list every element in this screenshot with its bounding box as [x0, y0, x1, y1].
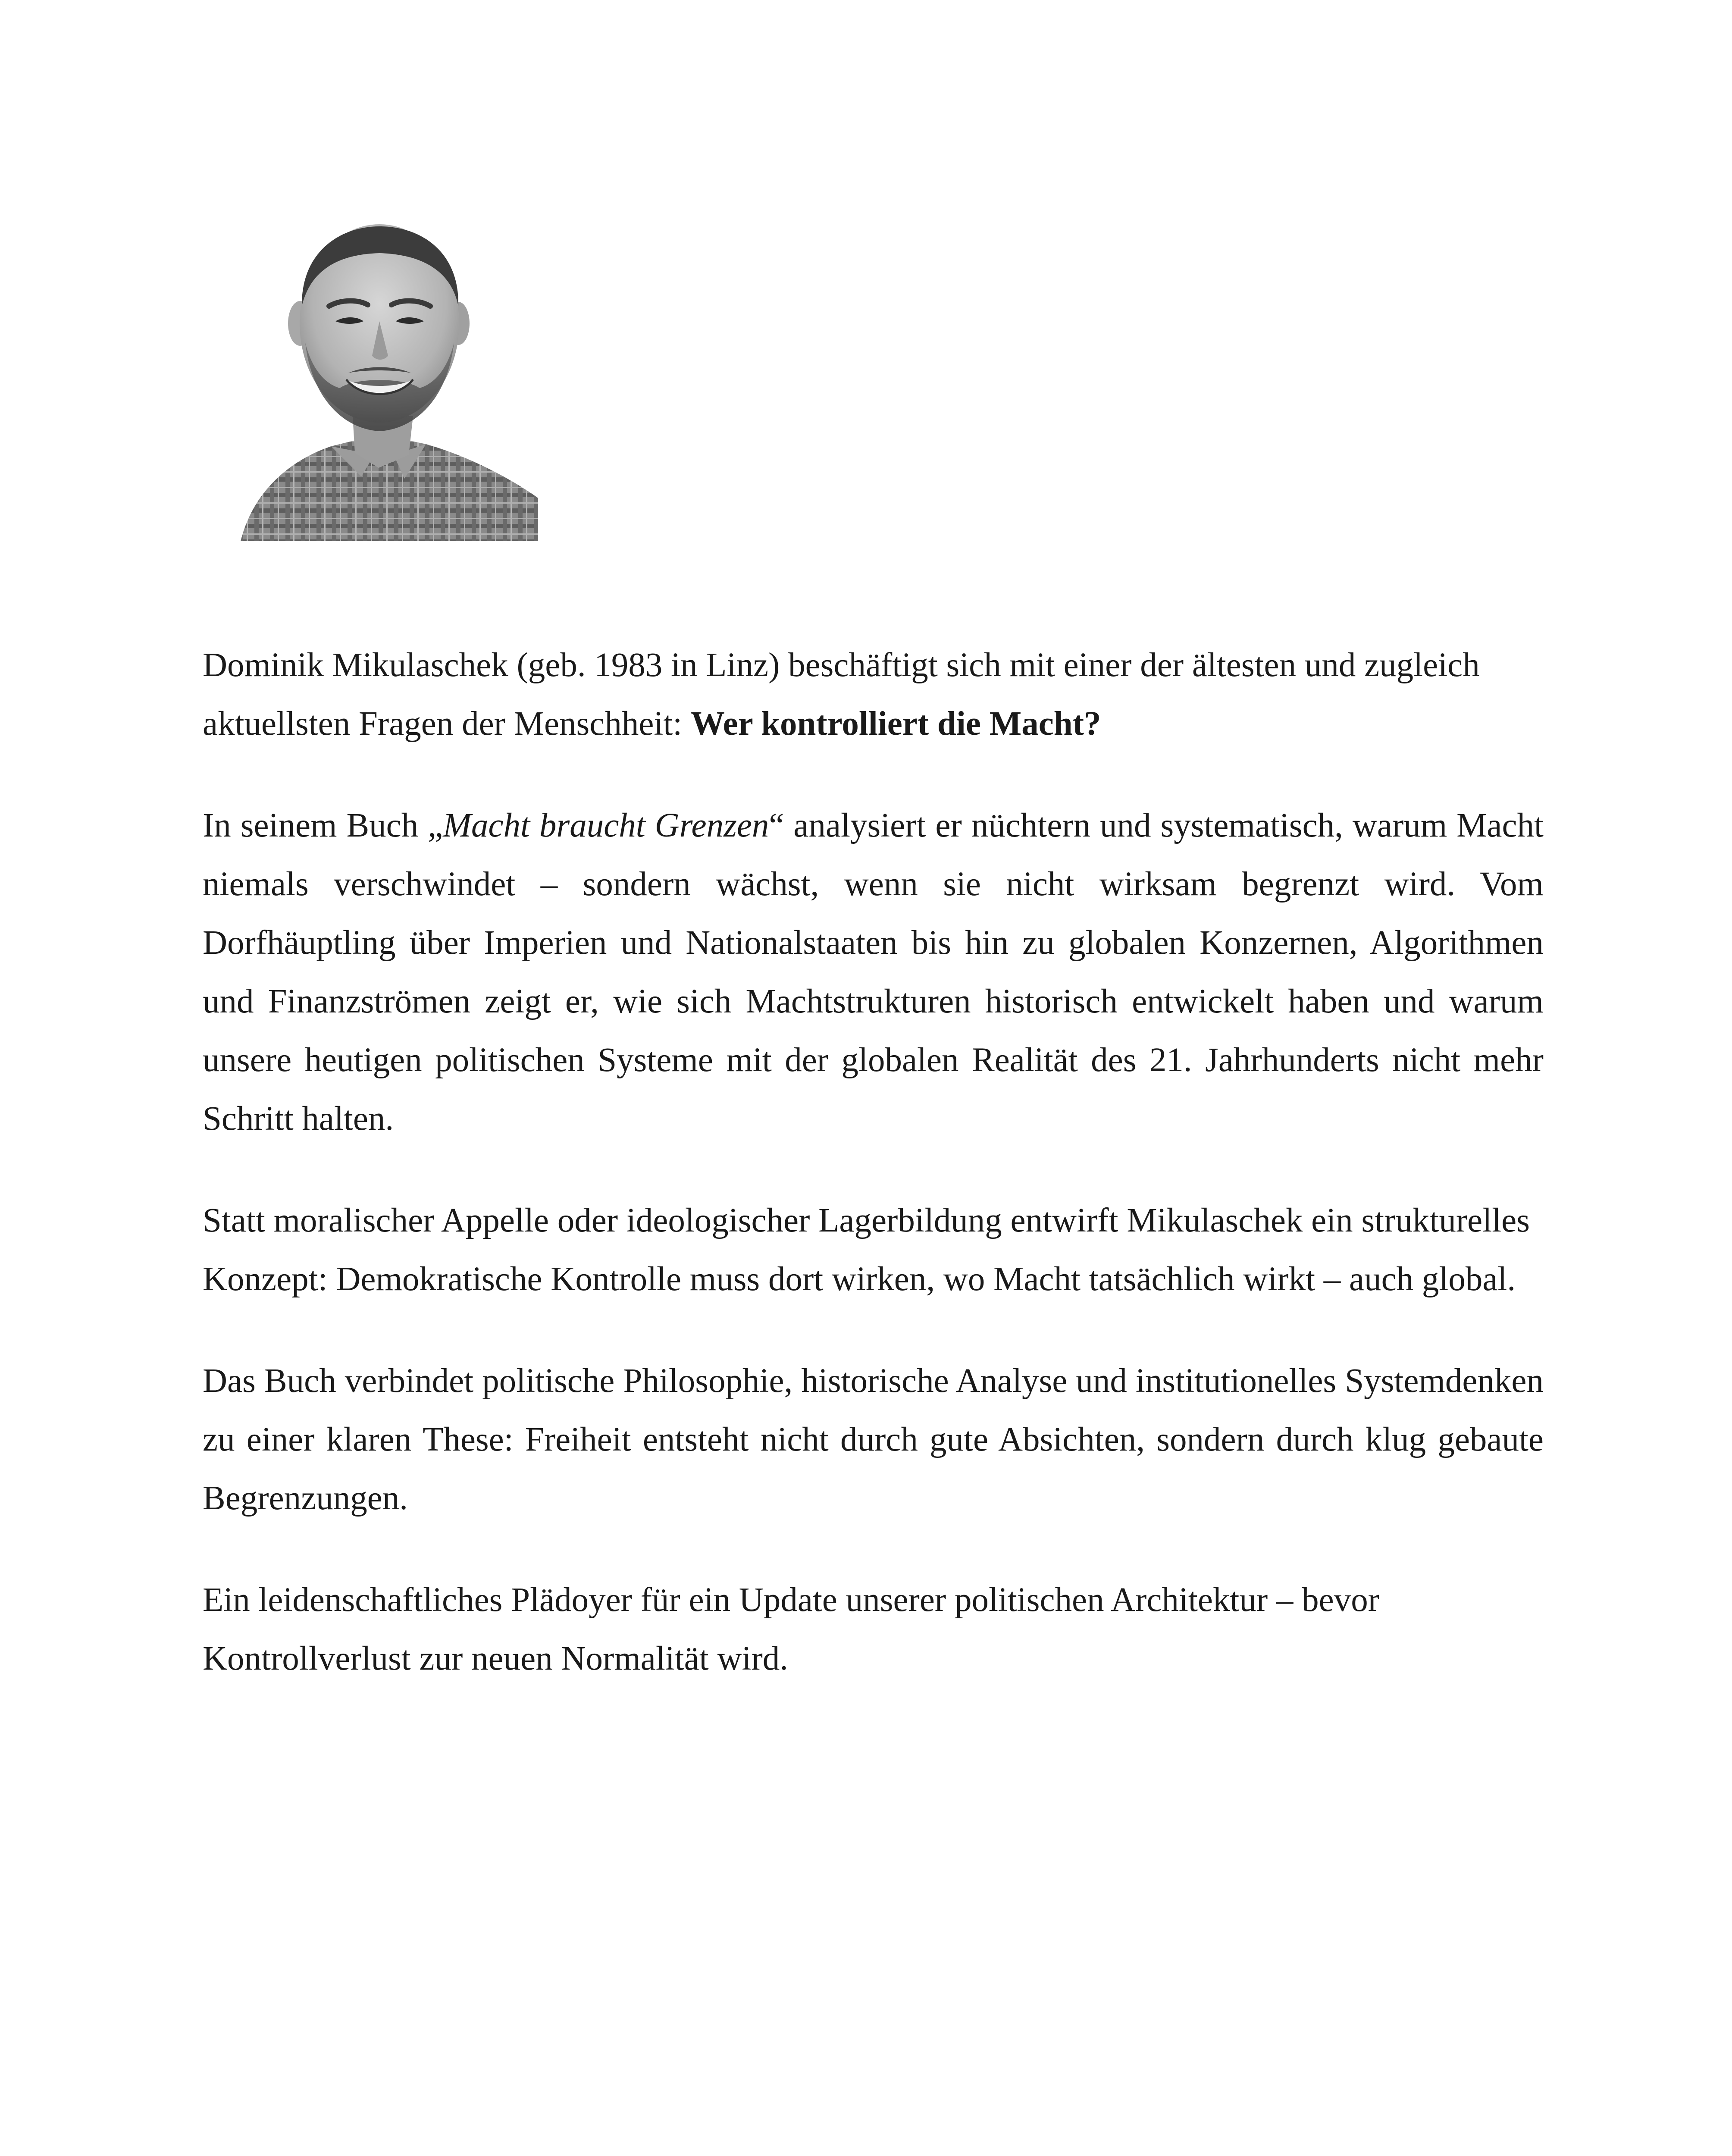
- bio-paragraph-thesis: Das Buch verbindet politische Philosophie, historische Analyse und institutionelles Systemdenken zu einer klaren These: Freiheit entsteht nicht durch gute Absichten, sondern durch klug gebaute Begrenzungen.: [203, 1362, 1544, 1517]
- author-photo: [223, 213, 538, 541]
- author-bio: [203, 636, 1544, 1731]
- key-question: Wer kontrolliert die Macht?: [691, 705, 1101, 743]
- intro-text: Dominik Mikulaschek (geb. 1983 in Linz) beschäftigt sich mit einer der ältesten und zugleich aktuellsten Fragen der Menschheit:: [203, 646, 1480, 743]
- book-intro-text: In seinem Buch „: [203, 807, 443, 844]
- author-portrait-illustration: [223, 213, 538, 541]
- bio-paragraph-plea: Ein leidenschaftliches Plädoyer für ein Update unserer politischen Architektur – bevor Kontrollverlust zur neuen Normalität wird.: [203, 1581, 1380, 1677]
- bio-paragraph-intro: [203, 636, 1544, 753]
- book-title: Macht braucht Grenzen: [443, 807, 769, 844]
- bio-paragraph-book: [203, 796, 1544, 1148]
- book-description: “ analysiert er nüchtern und systematisch, warum Macht niemals verschwindet – sondern wächst, wenn sie nicht wirksam begrenzt wird. Vom Dorfhäuptling über Imperien und Nationalstaaten bis hin zu globalen Konzernen, Algorithmen und Finanzströmen zeigt er, wie sich Machtstrukturen historisch entwickelt haben und warum unsere heutigen politischen Systeme mit der globalen Realität des 21. Jahrhunderts nicht mehr Schritt halten.: [203, 807, 1544, 1138]
- bio-paragraph-concept: Statt moralischer Appelle oder ideologischer Lagerbildung entwirft Mikulaschek ein strukturelles Konzept: Demokratische Kontrolle muss dort wirken, wo Macht tatsächlich wirkt – auch global.: [203, 1202, 1530, 1298]
